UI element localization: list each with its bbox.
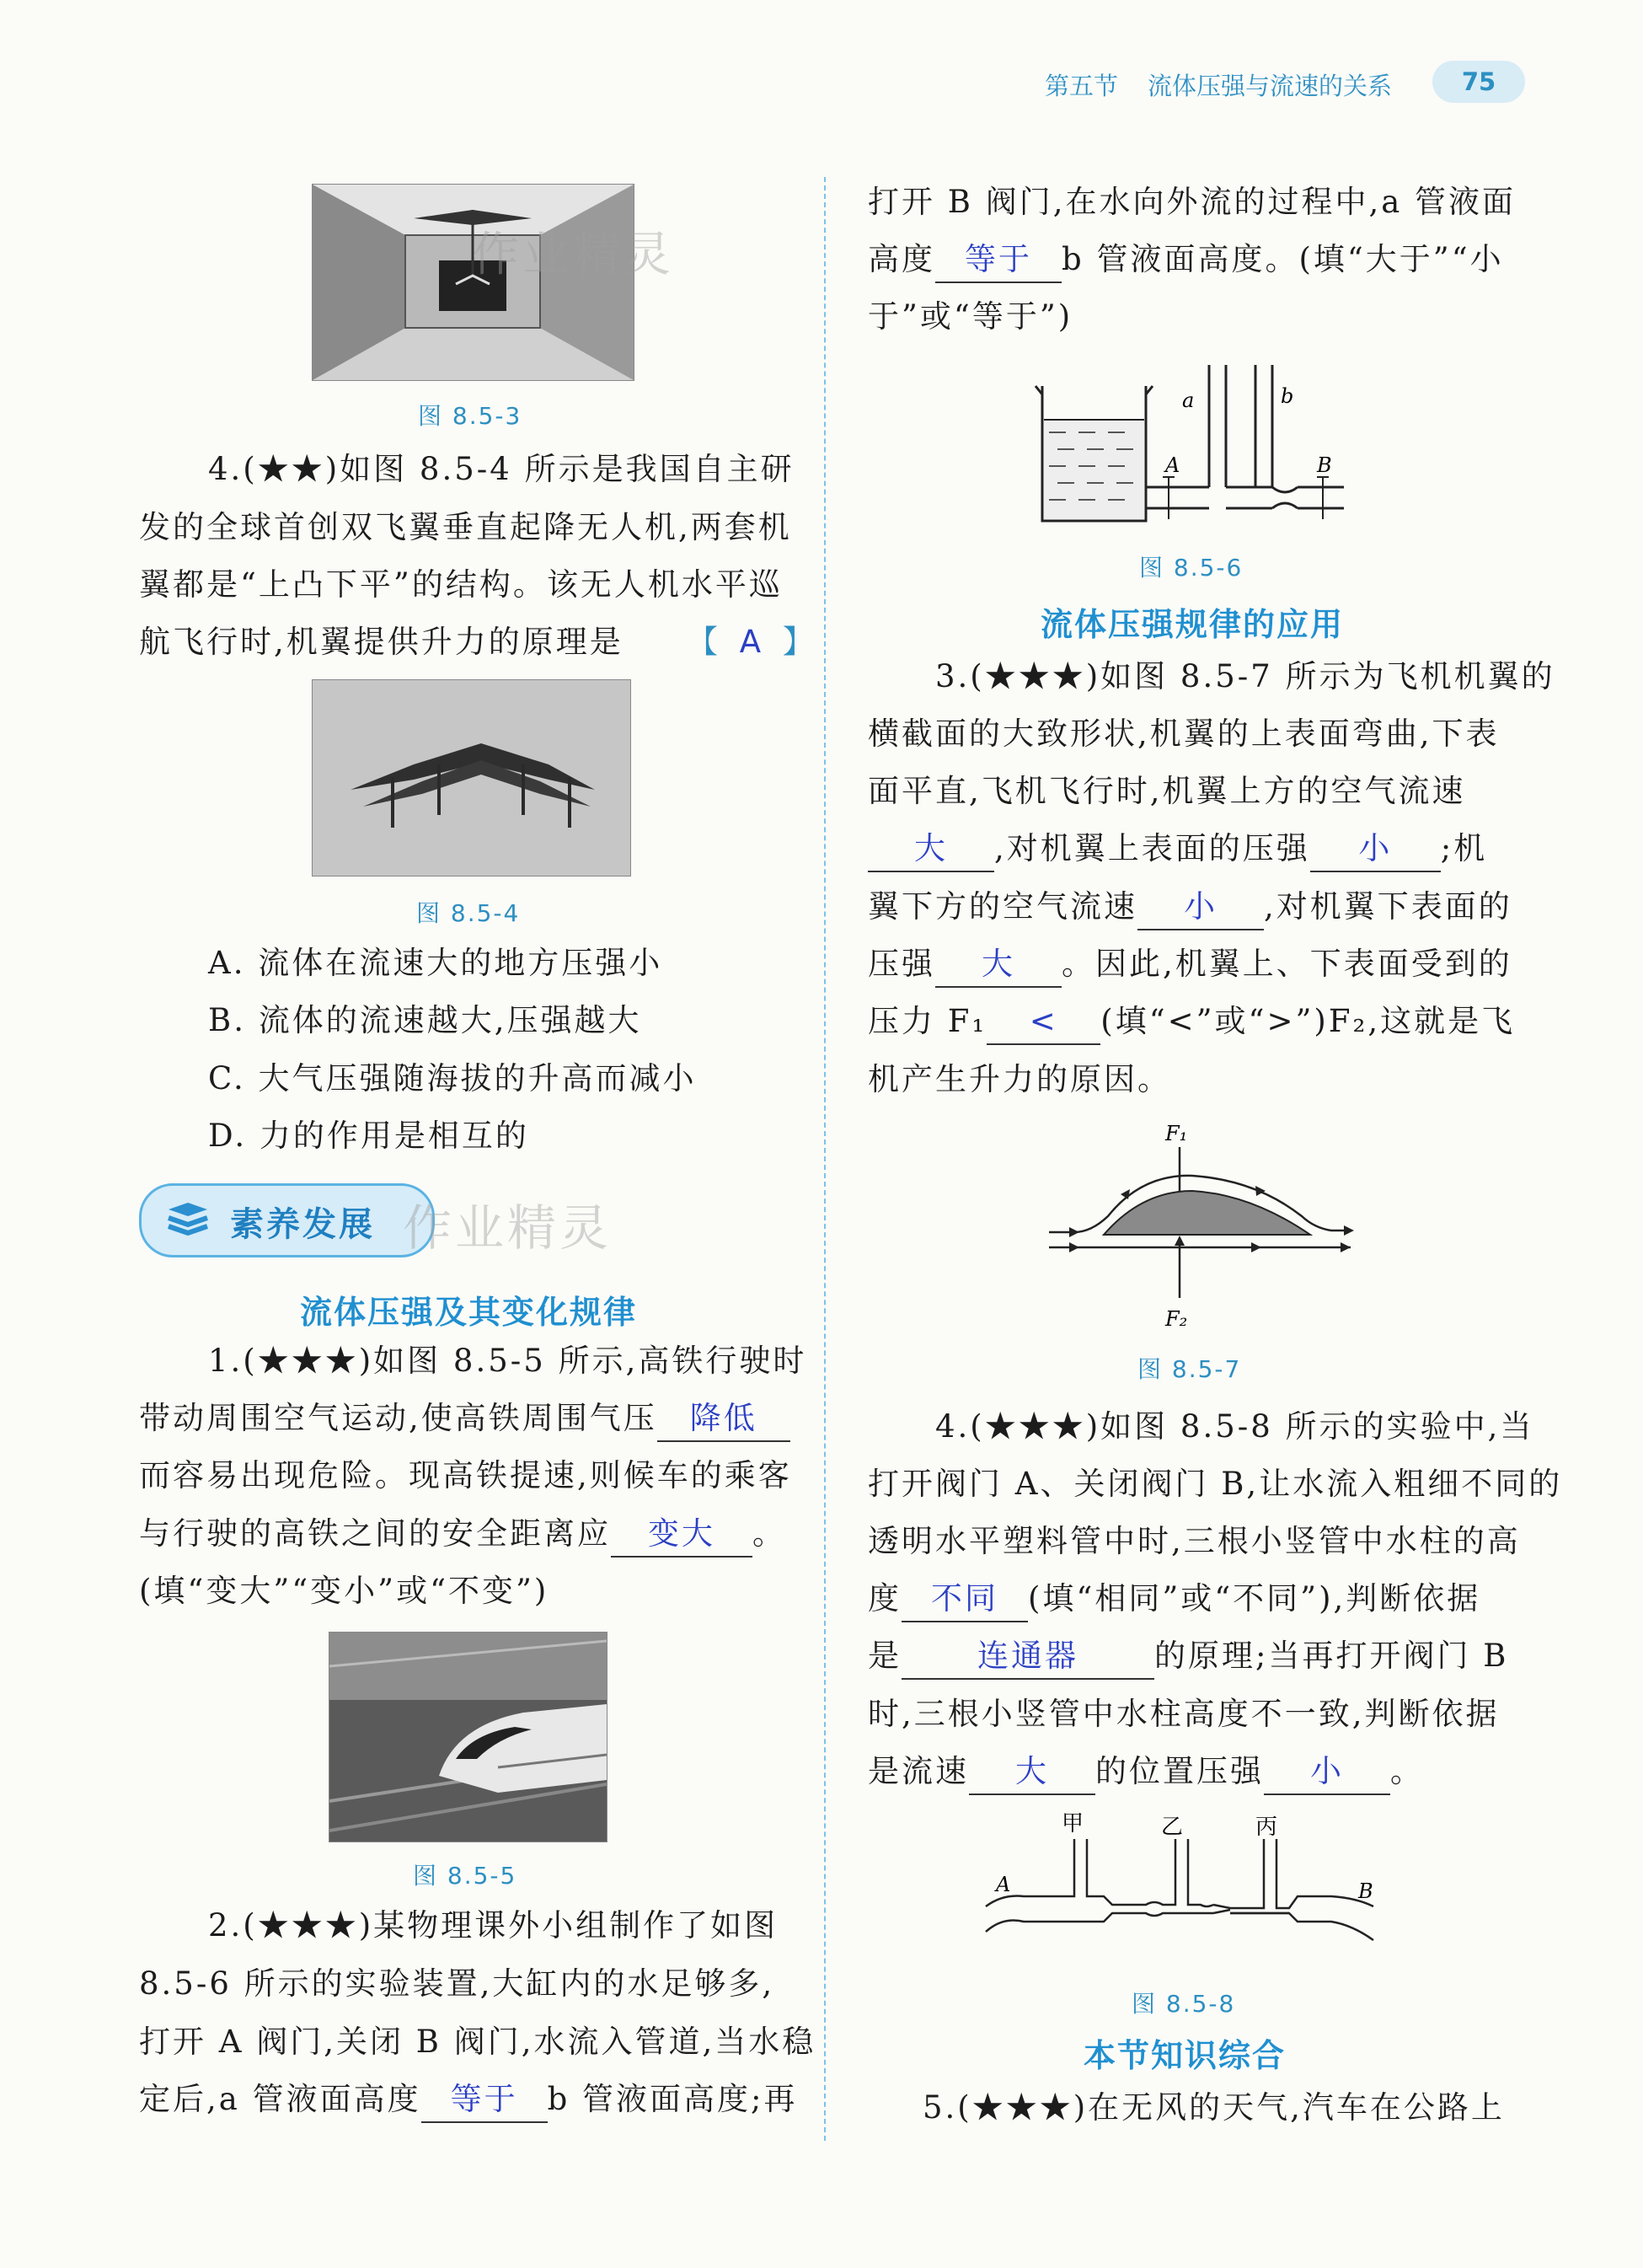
- q2-line4-end: b 管液面高度;再: [547, 2081, 798, 2117]
- q4r-line3: 透明水平塑料管中时,三根小竖管中水柱的高: [868, 1523, 1521, 1559]
- q3-blank1[interactable]: 大: [868, 827, 994, 872]
- q2-blank2[interactable]: 等于: [935, 238, 1062, 283]
- q3-blank4[interactable]: 大: [935, 942, 1062, 988]
- q1-line1: 1.(★★★)如图 8.5-5 所示,高铁行驶时: [208, 1343, 807, 1379]
- option-c: C. 大气压强随海拔的升高而减小: [208, 1060, 697, 1096]
- q3-line3: 面平直,飞机飞行时,机翼上方的空气流速: [868, 773, 1466, 809]
- q2-line4: [139, 2070, 798, 2128]
- q3-line5-end: ,对机翼下表面的: [1264, 888, 1512, 925]
- q4r-line4: [868, 1569, 1480, 1627]
- section-heading-2: 流体压强规律的应用: [1041, 606, 1345, 643]
- q3-line1: 3.(★★★)如图 8.5-7 所示为飞机机翼的: [935, 658, 1555, 694]
- q2-cont-line2-end: b 管液面高度。(填“大于”“小: [1062, 241, 1504, 277]
- figure-8-5-8-diagram: [977, 1805, 1399, 1974]
- watermark-top: 作业精灵: [472, 228, 674, 282]
- fig8-label-yi: 乙: [1161, 1815, 1184, 1840]
- fig6-label-b: b: [1281, 384, 1294, 408]
- figure-8-5-5-caption: 图 8.5-5: [413, 1862, 517, 1890]
- banner-title: 素养发展: [230, 1205, 375, 1244]
- fig7-label-F1: F₁: [1165, 1122, 1188, 1145]
- q1-line5: (填“变大”“变小”或“不变”): [139, 1573, 549, 1609]
- figure-8-5-7-diagram: [1041, 1117, 1361, 1336]
- q3-line5: [868, 877, 1512, 936]
- q2-cont-line2: [868, 230, 1504, 288]
- drone-image: [313, 680, 630, 876]
- page-number: 75: [1461, 67, 1496, 96]
- q4r-line5-end: 的原理;当再打开阀门 B: [1154, 1638, 1509, 1674]
- q4-answer-bracket: [687, 613, 814, 671]
- page-header: [1045, 61, 1483, 108]
- fig6-label-a: a: [1182, 389, 1195, 412]
- q3-blank5[interactable]: <: [987, 1000, 1100, 1045]
- figure-8-5-3-caption: 图 8.5-3: [418, 402, 522, 430]
- option-a: A. 流体在流速大的地方压强小: [208, 945, 663, 981]
- q4-answer: A: [739, 624, 762, 660]
- q3-line7-text: 压力 F₁: [868, 1003, 987, 1039]
- fig8-label-bing: 丙: [1255, 1815, 1278, 1840]
- q3-blank3[interactable]: 小: [1137, 885, 1264, 930]
- option-b: B. 流体的流速越大,压强越大: [208, 1002, 642, 1038]
- fig6-label-A: A: [1165, 453, 1180, 477]
- q1-line2-text: 带动周围空气运动,使高铁周围气压: [139, 1400, 657, 1436]
- q4r-blank3[interactable]: 大: [969, 1750, 1095, 1795]
- q4r-blank1[interactable]: 不同: [902, 1577, 1028, 1622]
- q2-line4-text: 定后,a 管液面高度: [139, 2081, 421, 2117]
- q3-line5-text: 翼下方的空气流速: [868, 888, 1137, 925]
- header-section: 第五节: [1045, 72, 1119, 100]
- q4-line2: 发的全球首创双飞翼垂直起降无人机,两套机: [139, 509, 792, 545]
- q2-cont-line3: 于”或“等于”): [868, 298, 1073, 335]
- q3-line6-text: 压强: [868, 946, 935, 982]
- figure-8-5-6-caption: 图 8.5-6: [1139, 554, 1244, 582]
- q3-line8: 机产生升力的原因。: [868, 1061, 1171, 1097]
- figure-8-5-7-caption: 图 8.5-7: [1137, 1355, 1242, 1383]
- q3-line4-end: ;机: [1440, 830, 1488, 866]
- q1-line4: [139, 1504, 786, 1563]
- bracket-close: 】: [782, 624, 814, 660]
- literacy-banner: [139, 1183, 435, 1257]
- q3-line4-text: ,对机翼上表面的压强: [994, 830, 1310, 866]
- fig8-label-jia: 甲: [1062, 1811, 1084, 1836]
- q3-line7-end: (填“<”或“>”)F₂,这就是飞: [1100, 1003, 1516, 1039]
- q4r-blank4[interactable]: 小: [1264, 1750, 1390, 1795]
- q2-cont-line2-text: 高度: [868, 241, 935, 277]
- fig7-label-F2: F₂: [1165, 1307, 1188, 1331]
- header-title: 流体压强与流速的关系: [1148, 72, 1393, 100]
- option-d: D. 力的作用是相互的: [208, 1118, 529, 1154]
- section-heading-3: 本节知识综合: [1084, 2037, 1287, 2074]
- q1-line2: [139, 1389, 790, 1447]
- q2-cont-line1: 打开 B 阀门,在水向外流的过程中,a 管液面: [868, 184, 1517, 220]
- drone-photo: [312, 679, 631, 877]
- q4r-line5: [868, 1627, 1508, 1685]
- train-image: [329, 1633, 607, 1842]
- q1-line4-text: 与行驶的高铁之间的安全距离应: [139, 1515, 611, 1552]
- q3-blank2[interactable]: 小: [1310, 827, 1441, 872]
- page-number-badge: [1432, 61, 1525, 103]
- q4r-line5-text: 是: [868, 1638, 902, 1674]
- section-heading-1: 流体压强及其变化规律: [300, 1294, 638, 1331]
- q1-line3: 而容易出现危险。现高铁提速,则候车的乘客: [139, 1457, 792, 1493]
- q4r-line4-text: 度: [868, 1580, 902, 1617]
- q1-blank2[interactable]: 变大: [611, 1512, 752, 1558]
- q4r-line4-end: (填“相同”或“不同”),判断依据: [1028, 1580, 1481, 1617]
- q4r-line7-text: 是流速: [868, 1753, 969, 1789]
- q3-line4: [868, 819, 1487, 877]
- q4r-line2: 打开阀门 A、关闭阀门 B,让水流入粗细不同的: [868, 1466, 1563, 1502]
- fig8-label-A: A: [996, 1873, 1011, 1896]
- q2-line1: 2.(★★★)某物理课外小组制作了如图: [208, 1907, 779, 1944]
- q2-line2: 8.5-6 所示的实验装置,大缸内的水足够多,: [139, 1965, 775, 2002]
- q3-line7: [868, 992, 1515, 1050]
- q4r-line6: 时,三根小竖管中水柱高度不一致,判断依据: [868, 1696, 1500, 1732]
- books-icon: [165, 1201, 211, 1243]
- q4r-line7-end: 。: [1390, 1753, 1424, 1789]
- q4r-blank2[interactable]: 连通器: [902, 1634, 1154, 1680]
- q1-blank1[interactable]: 降低: [657, 1397, 790, 1442]
- figure-8-5-8-caption: 图 8.5-8: [1132, 1990, 1236, 2018]
- q2-blank1[interactable]: 等于: [421, 2078, 548, 2123]
- q1-line4-end: 。: [752, 1515, 786, 1552]
- q4r-line1: 4.(★★★)如图 8.5-8 所示的实验中,当: [935, 1408, 1534, 1445]
- bracket-open: 【: [687, 624, 718, 660]
- train-photo: [329, 1632, 607, 1842]
- q5-line1: 5.(★★★)在无风的天气,汽车在公路上: [923, 2089, 1505, 2126]
- column-divider: [824, 177, 826, 2141]
- q4r-line7-mid: 的位置压强: [1095, 1753, 1264, 1789]
- figure-8-5-6-diagram: [1032, 361, 1361, 529]
- figure-8-5-4-caption: 图 8.5-4: [416, 899, 521, 927]
- q2-line3: 打开 A 阀门,关闭 B 阀门,水流入管道,当水稳: [139, 2024, 816, 2060]
- q3-line6-end: 。因此,机翼上、下表面受到的: [1062, 946, 1512, 982]
- q4-line3: 翼都是“上凸下平”的结构。该无人机水平巡: [139, 566, 783, 603]
- q3-line2: 横截面的大致形状,机翼的上表面弯曲,下表: [868, 716, 1500, 752]
- watermark-mid: 作业精灵: [403, 1199, 613, 1257]
- q4r-line7: [868, 1742, 1424, 1800]
- fig6-label-B: B: [1317, 453, 1332, 477]
- q4-line1: 4.(★★)如图 8.5-4 所示是我国自主研: [208, 451, 795, 487]
- fig8-label-B: B: [1358, 1879, 1373, 1903]
- q3-line6: [868, 935, 1512, 993]
- q4-line4: 航飞行时,机翼提供升力的原理是: [139, 624, 623, 660]
